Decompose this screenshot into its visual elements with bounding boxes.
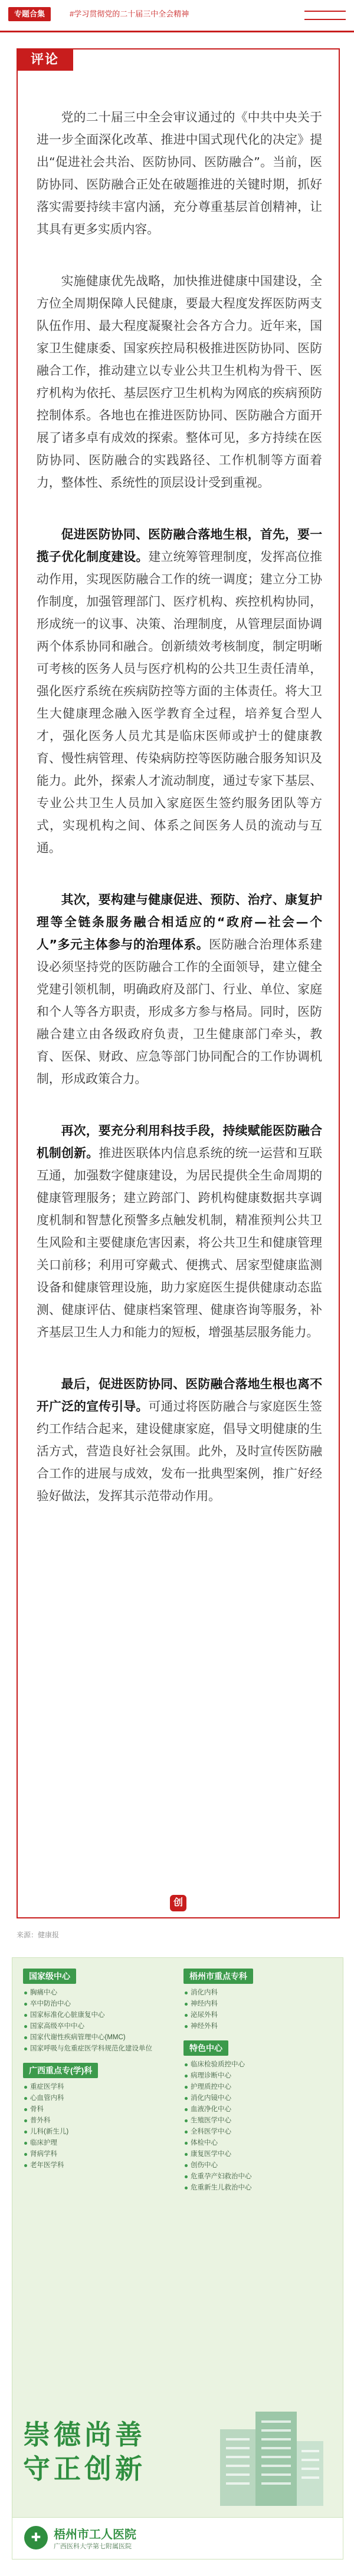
- list-item: 儿科(新生儿): [23, 2126, 176, 2138]
- paragraph-5: 再次，要充分利用科技手段，持续赋能医防融合机制创新。推进医联体内信息系统的统一运营和互联互通，加强数字健康建设，为居民提供全生命周期的健康管理服务；建立跨部门、跨机构健康数据共享调度机制和智慧化预警多点触发机制，精准预判公共卫生风险和主要健康危害因素，将公共卫生和健康管理关口前移；利用可穿戴式、便携式、居家型健康监测设备和健康管理设施，助力家庭医生提供健康动态监测、健康评估、健康档案管理、健康咨询等服务，补齐基层卫生人力和能力的短板，增强基层服务能力。: [37, 1124, 323, 1339]
- list-item: 体检中心: [183, 2138, 337, 2149]
- banner-left-column: [23, 1969, 176, 2179]
- hospital-logo-icon: ✚: [24, 2526, 48, 2549]
- list-item: 消化内镜中心: [183, 2093, 337, 2104]
- decorative-rule: [304, 11, 346, 20]
- red-seal-icon: 创: [170, 1895, 186, 1911]
- list-item: 全科医学中心: [183, 2126, 337, 2138]
- section-label: 评论: [17, 48, 73, 71]
- paragraph-6: 最后，促进医防协同、医防融合落地生根也离不开广泛的宣传引导。可通过将医防融合与家庭医生签约工作结合起来，建设健康家庭，倡导文明健康的生活方式，营造良好社会氛围。此外，及时宣传医防融合工作的进展与成效，发布一批典型案例，推广好经验好做法，发挥其示范带动作用。: [37, 1377, 323, 1503]
- list-item: 病理诊断中心: [183, 2070, 337, 2082]
- hospital-subtitle: 广西医科大学第七附属医院: [54, 2543, 132, 2550]
- list-item: 临床护理: [23, 2138, 176, 2149]
- topic-tag[interactable]: 专题合集: [8, 7, 51, 21]
- group-national-centers: 国家级中心 胸痛中心 卒中防治中心 国家标准化心脏康复中心 国家高级卒中中心 国家代谢性疾病管理中心(MMC) 国家呼吸与危重症医学科规范化建设单位: [23, 1969, 176, 2055]
- list-item: 临床检验质控中心: [183, 2059, 337, 2070]
- paragraph-4: 其次，要构建与健康促进、预防、治疗、康复护理等全链条服务融合相适应的“政府—社会—个人”多元主体参与的治理体系。医防融合治理体系建设必须坚持党的医防融合工作的全面领导，建立健全党建引领机制，明确政府及部门、行业、单位、家庭和个人等各方职责，形成多方参与格局。同时，医防融合建立由各级政府负责，卫生健康部门牵头，教育、医保、财政、应急等部门协同配合的工作协调机制，形成政策合力。: [37, 893, 322, 1086]
- topic-hashtag[interactable]: #学习贯彻党的二十届三中全会精神: [70, 9, 189, 18]
- list-item: 血液净化中心: [183, 2104, 337, 2115]
- list-item: 危重孕产妇救治中心: [183, 2171, 337, 2182]
- list-item: 危重新生儿救治中心: [183, 2182, 337, 2194]
- list-item: 肾病学科: [23, 2149, 176, 2160]
- list-item: 泌尿外科: [183, 2010, 337, 2021]
- group-guangxi-key-specialties: 广西重点专(学)科 重症医学科 心血管内科 骨科 普外科 儿科(新生儿) 临床护理 肾病学科 老年医学科: [23, 2063, 176, 2171]
- list-item: 普外科: [23, 2115, 176, 2126]
- list-item: 国家标准化心脏康复中心: [23, 2010, 176, 2021]
- list-item: 护理质控中心: [183, 2082, 337, 2093]
- paragraph-1: 党的二十届三中全会审议通过的《中共中央关于进一步全面深化改革、推进中国式现代化的决定》提出“促进社会共治、医防协同、医防融合”。当前，医防协同、医防融合正处在破题推进的关键时期，抓好落实需要持续丰富内涵，充分尊重基层首创精神，让其具有更多实质内容。: [37, 110, 322, 236]
- list-item: 生殖医学中心: [183, 2115, 337, 2126]
- slogan-line-1: 崇德尚善: [23, 2419, 146, 2450]
- list-item: 胸痛中心: [23, 1987, 176, 1999]
- list-item: 创伤中心: [183, 2160, 337, 2171]
- paragraph-6-lead: 最后，促进医防协同、医防融合落地生根也离不开广泛的宣传引导。: [37, 1377, 322, 1414]
- list-item: 卒中防治中心: [23, 1999, 176, 2010]
- list-item: 心血管内科: [23, 2093, 176, 2104]
- paragraph-3: 促进医防协同、医防融合落地生根，首先，要一揽子优化制度建设。建立统筹管理制度，发挥高位推动作用，实现医防融合工作的统一调度；建立分工协作制度，加强管理部门、医疗机构、疾控机构协同，形成统一的议事、决策、治理制度，从管理层面协调两个体系协同和融合。创新绩效考核制度，制定明晰可考核的医务人员与医疗机构的公共卫生责任清单，强化医疗系统在疾病防控等方面的主体责任。将大卫生大健康理念融入医学教育全过程，培养复合型人才，强化医务人员尤其是临床医师或护士的健康教育、慢性病管理、传染病防控等医防融合服务知识及能力。此外，探索人才流动制度，通过专家下基层、专业公共卫生人员加入家庭医生签约服务团队等方式，实现机构之间、体系之间医务人员的流动与互通。: [37, 527, 323, 855]
- list-item: 骨科: [23, 2104, 176, 2115]
- banner-right-column: [183, 1969, 337, 2202]
- top-bar: [0, 0, 354, 32]
- list-item: 老年医学科: [23, 2160, 176, 2171]
- commentary-frame: [17, 48, 340, 1918]
- list-item: 国家代谢性疾病管理中心(MMC): [23, 2032, 176, 2043]
- list-item: 消化内科: [183, 1987, 337, 1999]
- list-item: 神经内科: [183, 1999, 337, 2010]
- paragraph-3-lead: 促进医防协同、医防融合落地生根，首先，要一揽子优化制度建设。: [37, 527, 322, 564]
- list-item: 国家呼吸与危重症医学科规范化建设单位: [23, 2043, 176, 2055]
- source-credit: 来源：健康报: [17, 1931, 60, 1939]
- paragraph-5-lead: 再次，要充分利用科技手段，持续赋能医防融合机制创新。: [37, 1124, 322, 1160]
- hospital-banner: [12, 1957, 343, 2560]
- list-item: 神经外科: [183, 2021, 337, 2032]
- slogan-line-2: 守正创新: [23, 2453, 146, 2485]
- article-body: [37, 106, 322, 1537]
- hospital-building-icon: [208, 2406, 332, 2512]
- hospital-name: 梧州市工人医院: [54, 2528, 136, 2541]
- list-item: 国家高级卒中中心: [23, 2021, 176, 2032]
- list-item: 重症医学科: [23, 2082, 176, 2093]
- paragraph-4-lead: 其次，要构建与健康促进、预防、治疗、康复护理等全链条服务融合相适应的“政府—社会—个人”多元主体参与的治理体系。: [37, 893, 322, 952]
- group-featured-centers: 特色中心 临床检验质控中心 病理诊断中心 护理质控中心 消化内镜中心 血液净化中心 生殖医学中心 全科医学中心 体检中心 康复医学中心 创伤中心 危重孕产妇救治中心 危重新生儿救治中心: [183, 2040, 337, 2194]
- hospital-footer: [12, 2517, 343, 2559]
- banner-slogan: [23, 2418, 200, 2486]
- group-city-key-specialties: 梧州市重点专科 消化内科 神经内科 泌尿外科 神经外科: [183, 1969, 337, 2032]
- list-item: 康复医学中心: [183, 2149, 337, 2160]
- paragraph-2: 实施健康优先战略，加快推进健康中国建设，全方位全周期保障人民健康，要最大程度发挥医防两支队伍作用、最大程度凝聚社会各方合力。近年来，国家卫生健康委、国家疾控局积极推进医防协同、医防融合工作，推动建立以专业公共卫生机构为骨干、医疗机构为依托、基层医疗卫生机构为网底的疾病预防控制体系。各地也在推进医防协同、医防融合方面开展了诸多卓有成效的探索。整体可见，多方持续在医防协同、医防融合的实践路径、工作机制等方面着力，整体性、系统性的顶层设计受到重视。: [37, 274, 322, 490]
